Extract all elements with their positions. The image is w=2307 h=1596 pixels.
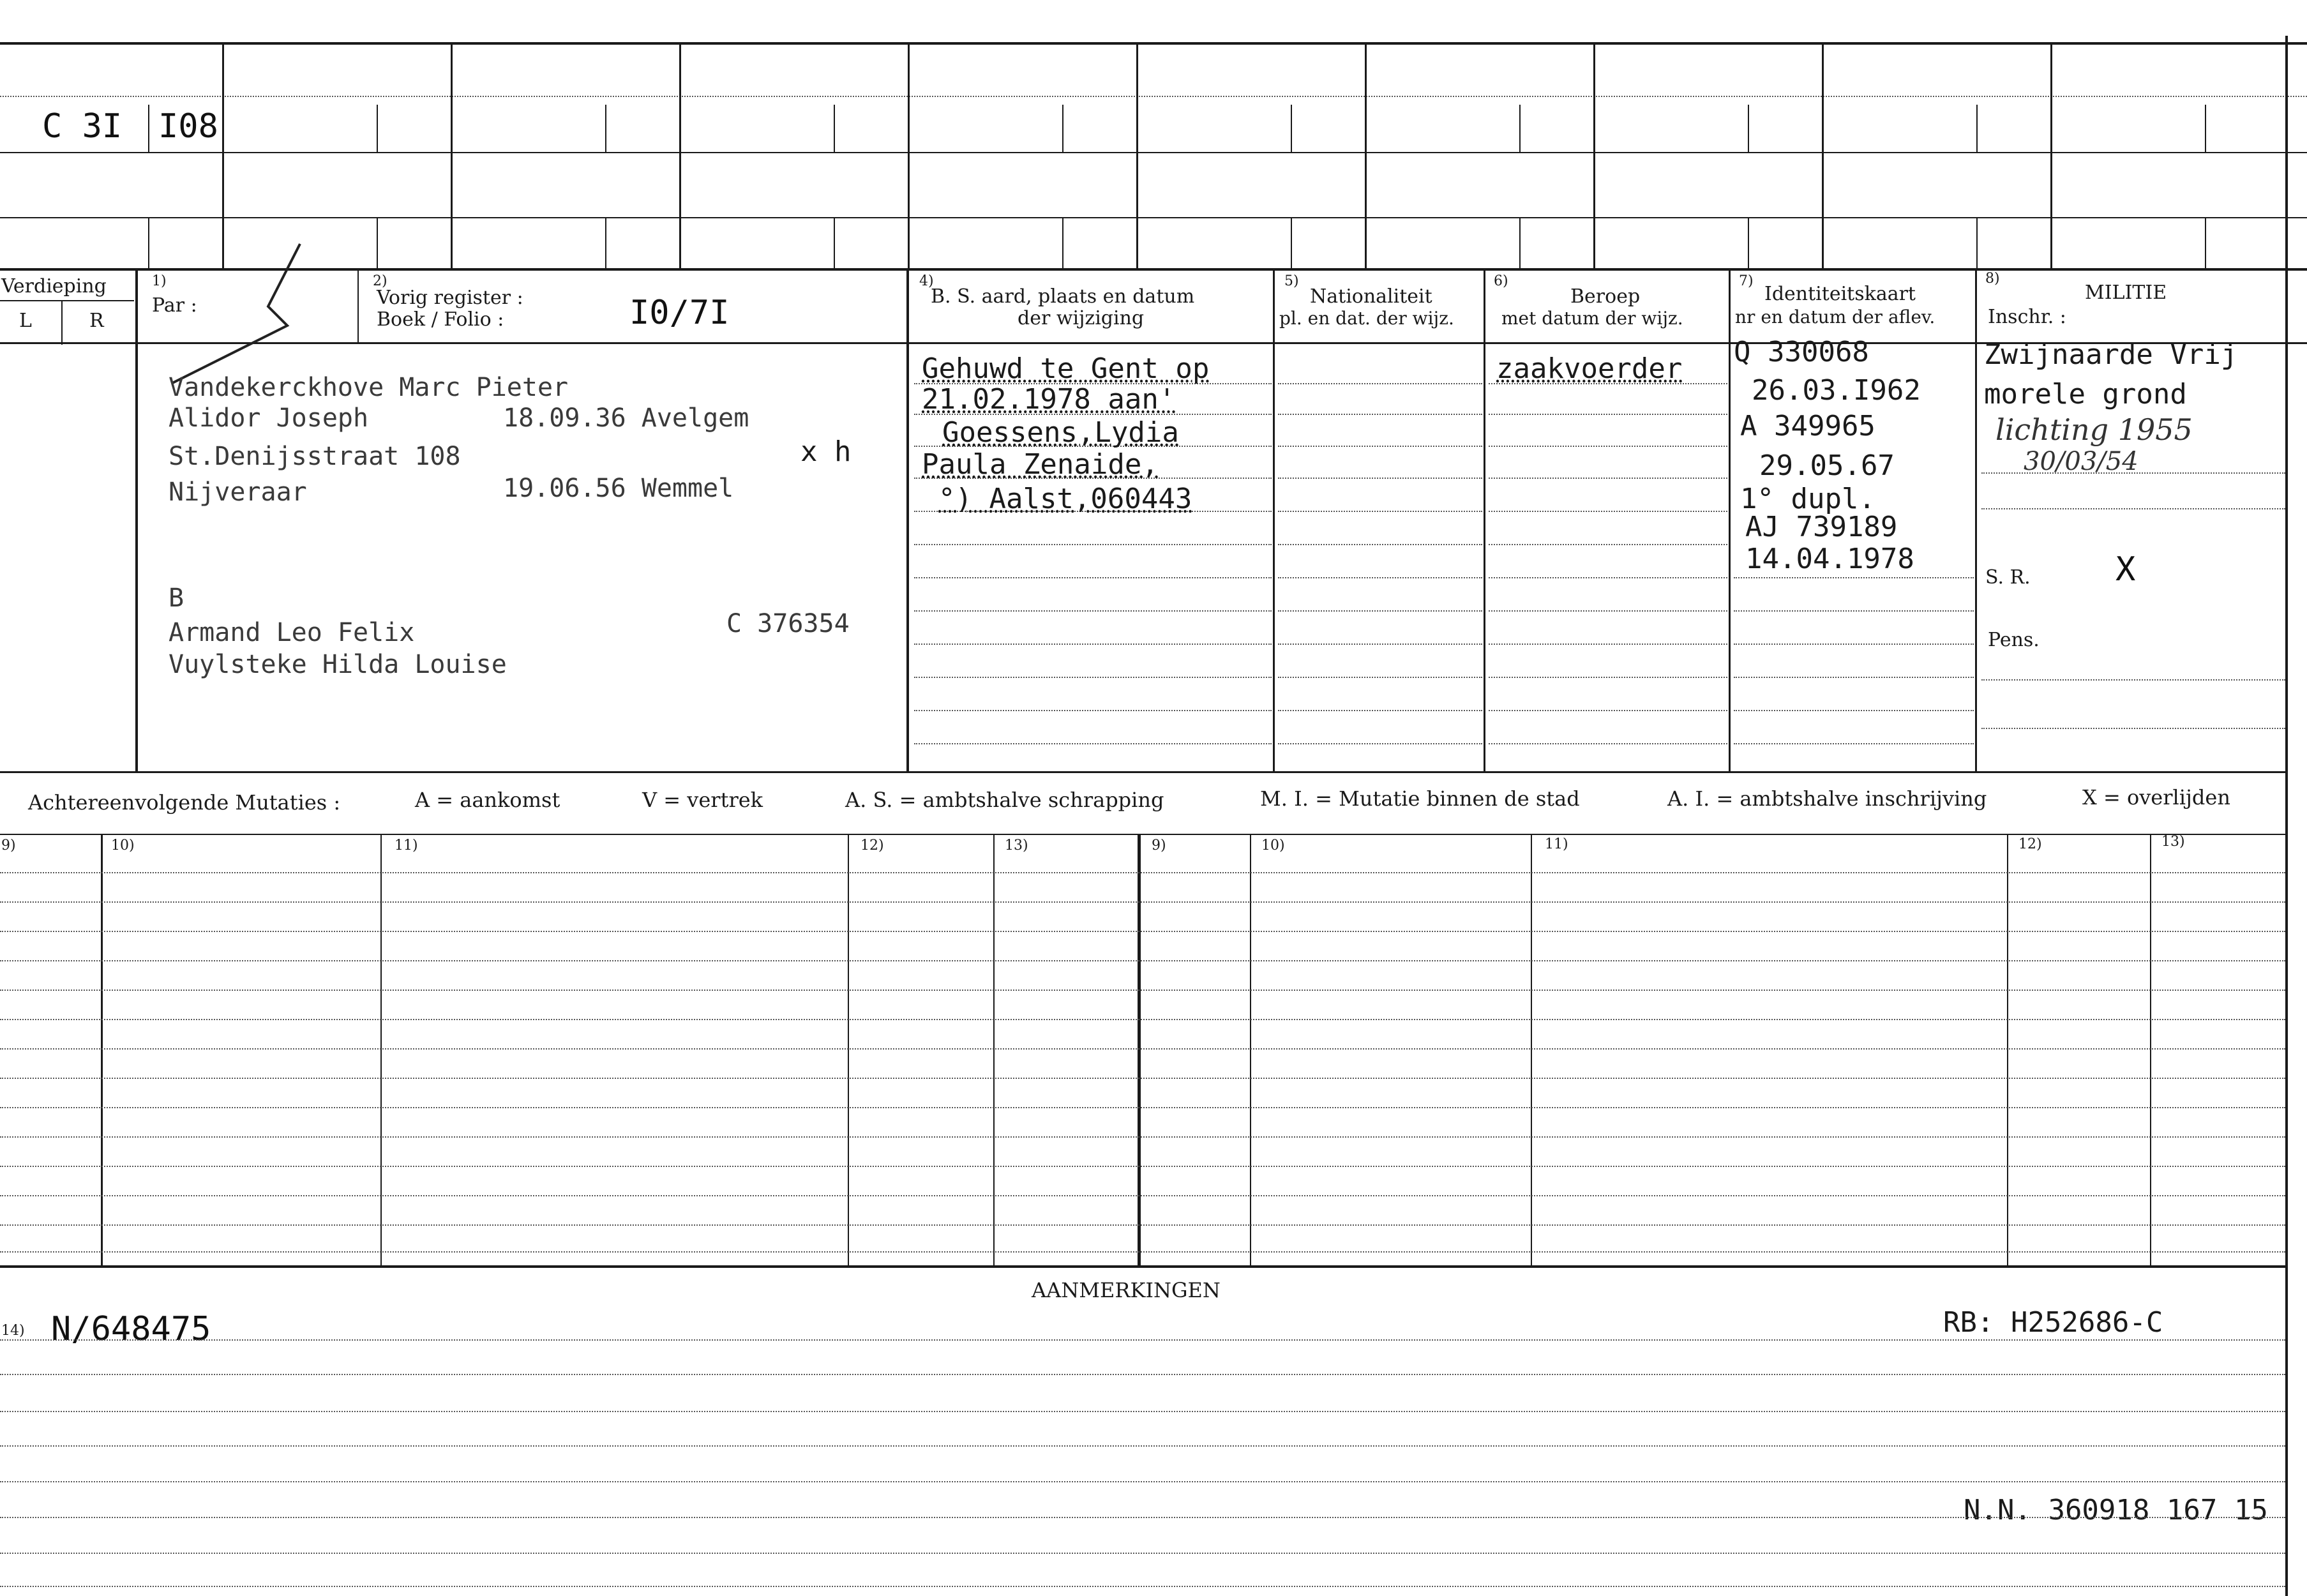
inschr-label: Inschr. : xyxy=(1988,306,2066,328)
row-line xyxy=(1489,610,1727,612)
bs-line-5: °) Aalst,060443 xyxy=(938,483,1192,515)
col-divider xyxy=(135,271,138,772)
row-line xyxy=(1278,446,1482,447)
person-mark: x h xyxy=(800,435,852,468)
row-line xyxy=(1278,511,1482,512)
grid-v-minor xyxy=(605,105,606,152)
col-10-left: 10) xyxy=(111,838,135,854)
row-line xyxy=(1489,644,1727,645)
row-line xyxy=(1734,577,1974,578)
id-label-2: nr en datum der aflev. xyxy=(1735,306,1935,327)
legend-ai: A. I. = ambtshalve inschrijving xyxy=(1667,787,1987,811)
row-line xyxy=(1278,478,1482,479)
col-divider xyxy=(1484,271,1485,772)
remark-row xyxy=(0,1517,2285,1518)
mut-row xyxy=(0,1078,2285,1079)
row-line xyxy=(1489,478,1727,479)
row-line xyxy=(1278,610,1482,612)
militie-line-2: morele grond xyxy=(1984,378,2187,410)
mut-row xyxy=(0,1224,2285,1226)
row-line xyxy=(914,743,1272,744)
mutaties-title: Achtereenvolgende Mutaties : xyxy=(28,790,341,815)
grid-v-minor xyxy=(2205,217,2206,268)
remark-row xyxy=(0,1586,2285,1587)
grid-dotted xyxy=(0,96,2307,97)
bs-line-2: 21.02.1978 aan' xyxy=(922,383,1176,416)
row-line xyxy=(1489,577,1727,578)
l-label: L xyxy=(19,310,32,332)
mut-col xyxy=(1531,835,1532,1267)
top-code-2: I08 xyxy=(158,107,218,146)
sr-value: X xyxy=(2115,550,2136,589)
grid-v xyxy=(451,45,453,268)
legend-x: X = overlijden xyxy=(2082,785,2230,809)
legend-v: V = vertrek xyxy=(642,788,763,812)
beroep-label-2: met datum der wijz. xyxy=(1501,308,1683,329)
row-line xyxy=(1734,610,1974,612)
mut-row xyxy=(0,1107,2285,1108)
beroep-value: zaakvoerder xyxy=(1496,352,1683,385)
col-num-8: 8) xyxy=(1985,271,2000,287)
col-12-right: 12) xyxy=(2018,836,2042,852)
person-birth: 18.09.36 Avelgem xyxy=(503,403,749,433)
row-line xyxy=(914,610,1272,612)
row-line xyxy=(1489,511,1727,512)
grid-v xyxy=(1593,45,1595,268)
grid-line xyxy=(0,152,2307,153)
col-14-label: 14) xyxy=(1,1323,25,1339)
row-line xyxy=(1278,414,1482,415)
militie-label: MILITIE xyxy=(2085,282,2167,304)
vorig-label: Vorig register : xyxy=(377,287,523,309)
row-line xyxy=(1278,383,1482,384)
mut-col-mid xyxy=(1138,835,1141,1267)
id-label-1: Identiteitskaart xyxy=(1764,283,1916,305)
aanmerkingen-value: N/648475 xyxy=(51,1310,211,1348)
grid-v-minor xyxy=(148,105,149,152)
mut-row xyxy=(0,960,2285,961)
verdieping-line xyxy=(0,300,134,301)
mut-col xyxy=(848,835,849,1267)
aanmerkingen-title: AANMERKINGEN xyxy=(1032,1278,1221,1302)
row-line xyxy=(1734,710,1974,711)
col-divider xyxy=(1729,271,1731,772)
grid-v-minor xyxy=(1062,217,1063,268)
legend-mi: M. I. = Mutatie binnen de stad xyxy=(1260,787,1580,811)
id-line-2: 26.03.I962 xyxy=(1752,374,1921,407)
id-line-4: 29.05.67 xyxy=(1759,449,1895,482)
row-line xyxy=(1734,743,1974,744)
row-line xyxy=(914,710,1272,711)
grid-v-minor xyxy=(834,217,835,268)
person-given: Alidor Joseph xyxy=(169,403,369,433)
col-num-1: 1) xyxy=(152,273,167,289)
vorig-value: I0/7I xyxy=(629,294,730,332)
mut-row xyxy=(0,1136,2285,1138)
par-label: Par : xyxy=(152,294,197,317)
grid-v xyxy=(2050,45,2052,268)
mut-row xyxy=(0,1166,2285,1167)
person-job: Nijveraar xyxy=(169,478,307,507)
row-line xyxy=(1278,677,1482,678)
mutaties-top-line xyxy=(0,771,2285,773)
row-line xyxy=(1489,710,1727,711)
col-12-left: 12) xyxy=(860,838,884,854)
col-num-2: 2) xyxy=(373,273,387,289)
col-divider xyxy=(906,271,909,772)
bs-line-1: Gehuwd te Gent op xyxy=(922,352,1210,385)
row-line xyxy=(914,577,1272,578)
legend-a: A = aankomst xyxy=(415,788,560,812)
nn-value: N.N. 360918 167 15 xyxy=(1964,1494,2268,1526)
grid-v xyxy=(908,45,910,268)
row-line xyxy=(1278,577,1482,578)
row-line xyxy=(1278,743,1482,744)
lr-divider xyxy=(61,300,63,345)
pen-scribble xyxy=(160,236,313,389)
grid-v-minor xyxy=(1748,217,1749,268)
top-code-1: C 3I xyxy=(42,107,123,146)
grid-v-minor xyxy=(1062,105,1063,152)
id-line-5: 1° dupl. xyxy=(1740,483,1875,515)
grid-line xyxy=(0,268,2307,271)
bs-label-2: der wijziging xyxy=(1018,307,1145,329)
r-label: R xyxy=(89,310,104,332)
mut-col xyxy=(101,835,103,1267)
bs-line-4: Paula Zenaide, xyxy=(922,448,1159,481)
right-border xyxy=(2285,36,2288,1596)
row-line xyxy=(1981,679,2285,681)
bs-label-1: B. S. aard, plaats en datum xyxy=(931,285,1195,308)
remark-row xyxy=(0,1339,2285,1341)
person-c-code: C 376354 xyxy=(726,609,850,638)
col-num-6: 6) xyxy=(1494,273,1508,289)
mutaties-bottom-line xyxy=(0,834,2285,835)
remark-row xyxy=(0,1411,2285,1412)
col-9-left: 9) xyxy=(1,838,16,854)
col-11-left: 11) xyxy=(395,838,418,854)
mut-col xyxy=(2007,835,2008,1267)
row-line xyxy=(1489,446,1727,447)
col-9-right: 9) xyxy=(1152,838,1166,854)
col-divider xyxy=(1273,271,1275,772)
col-divider xyxy=(357,271,359,342)
person-mother: Vuylsteke Hilda Louise xyxy=(169,650,507,679)
remark-row xyxy=(0,1374,2285,1375)
grid-v xyxy=(679,45,681,268)
mut-row xyxy=(0,990,2285,991)
legend-as: A. S. = ambtshalve schrapping xyxy=(845,788,1164,812)
row-line xyxy=(914,644,1272,645)
person-date2: 19.06.56 Wemmel xyxy=(503,474,734,503)
verdieping-label: Verdieping xyxy=(1,275,107,297)
row-line xyxy=(1278,544,1482,545)
row-line xyxy=(1734,677,1974,678)
id-line-7: 14.04.1978 xyxy=(1745,543,1914,575)
sr-label: S. R. xyxy=(1985,566,2031,589)
mut-row xyxy=(0,1048,2285,1050)
person-father: Armand Leo Felix xyxy=(169,618,415,647)
row-line xyxy=(1278,710,1482,711)
mut-col xyxy=(1250,835,1251,1267)
nat-label-1: Nationaliteit xyxy=(1310,285,1432,308)
person-b-label: B xyxy=(169,583,184,613)
grid-v-minor xyxy=(1519,217,1521,268)
remark-row xyxy=(0,1445,2285,1447)
militie-line-1: Zwijnaarde Vrij xyxy=(1984,338,2238,371)
col-13-left: 13) xyxy=(1005,838,1028,854)
col-num-4: 4) xyxy=(919,273,934,289)
mut-row xyxy=(0,1019,2285,1020)
militie-line-3: lichting 1955 xyxy=(1995,412,2193,447)
beroep-label-1: Beroep xyxy=(1570,285,1641,308)
grid-line xyxy=(0,217,2307,218)
row-line xyxy=(1489,414,1727,415)
col-num-5: 5) xyxy=(1284,273,1299,289)
nat-label-2: pl. en dat. der wijz. xyxy=(1279,308,1454,329)
remark-row xyxy=(0,1481,2285,1482)
grid-v-minor xyxy=(834,105,835,152)
row-line xyxy=(1489,544,1727,545)
col-divider xyxy=(1975,271,1977,772)
mut-row xyxy=(0,931,2285,932)
grid-v xyxy=(1136,45,1138,268)
mut-row xyxy=(0,1251,2285,1253)
grid-v-minor xyxy=(2205,105,2206,152)
grid-v xyxy=(1365,45,1367,268)
boek-label: Boek / Folio : xyxy=(377,308,504,331)
col-num-7: 7) xyxy=(1739,273,1754,289)
grid-v-minor xyxy=(377,217,378,268)
grid-v-minor xyxy=(1976,105,1978,152)
col-10-right: 10) xyxy=(1261,838,1285,854)
remark-row xyxy=(0,1553,2285,1554)
grid-v xyxy=(222,45,224,268)
grid-v-minor xyxy=(1748,105,1749,152)
row-line xyxy=(1734,644,1974,645)
row-line xyxy=(1981,728,2285,729)
grid-v-minor xyxy=(377,105,378,152)
header-bottom-line xyxy=(0,342,2307,344)
top-border xyxy=(0,42,2307,45)
mut-col xyxy=(993,835,995,1267)
grid-v-minor xyxy=(1291,105,1292,152)
grid-v-minor xyxy=(1519,105,1521,152)
mut-col xyxy=(380,835,382,1267)
grid-v xyxy=(1822,45,1824,268)
militie-line-4: 30/03/54 xyxy=(2024,447,2138,476)
mut-row xyxy=(0,872,2285,873)
grid-v-minor xyxy=(1291,217,1292,268)
mut-row xyxy=(0,1195,2285,1196)
aanmerkingen-top-line xyxy=(0,1265,2285,1268)
bs-line-3: Goessens,Lydia xyxy=(942,416,1179,449)
mut-row xyxy=(0,901,2285,903)
person-name: Vandekerckhove Marc Pieter xyxy=(169,373,569,402)
col-13-right: 13) xyxy=(2161,834,2185,850)
pens-label: Pens. xyxy=(1988,629,2040,651)
row-line xyxy=(914,544,1272,545)
id-line-3: A 349965 xyxy=(1740,410,1875,442)
person-street: St.Denijsstraat 108 xyxy=(169,442,461,471)
col-11-right: 11) xyxy=(1545,836,1568,852)
id-line-1: Q 330068 xyxy=(1734,336,1869,368)
row-line xyxy=(1981,508,2285,509)
mut-col xyxy=(2150,835,2151,1267)
grid-v-minor xyxy=(148,217,149,268)
rb-value: RB: H252686-C xyxy=(1943,1306,2163,1339)
row-line xyxy=(1278,644,1482,645)
grid-v-minor xyxy=(605,217,606,268)
row-line xyxy=(914,677,1272,678)
row-line xyxy=(1489,743,1727,744)
grid-v-minor xyxy=(1976,217,1978,268)
row-line xyxy=(1489,677,1727,678)
id-line-6: AJ 739189 xyxy=(1745,511,1898,543)
